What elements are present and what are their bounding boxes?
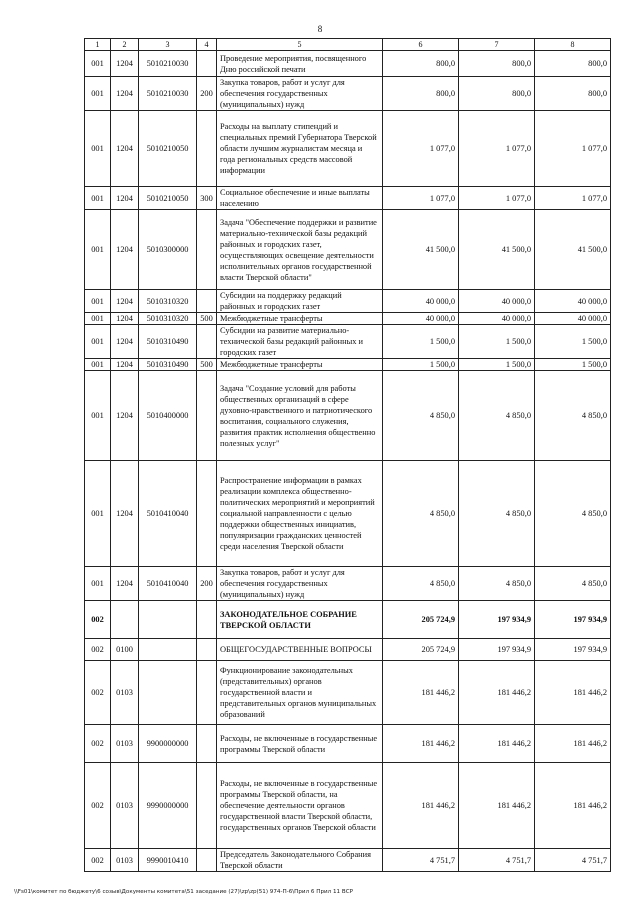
table-row — [85, 51, 611, 77]
cell-amount-year2: 181 446,2 — [459, 661, 535, 725]
col-header-4: 4 — [197, 39, 217, 51]
table-row — [85, 661, 611, 725]
table-row — [85, 111, 611, 187]
cell-description: Задача "Обеспечение поддержки и развитие материально-технической базы редакций районных и городских газет, осуществляющих освещение деятельности исполнительных органов государственной власти Тверской области" — [217, 210, 383, 290]
cell-expense-type — [197, 639, 217, 661]
table-row — [85, 210, 611, 290]
cell-section-code: 1204 — [111, 359, 139, 371]
cell-amount-year2: 181 446,2 — [459, 725, 535, 763]
col-header-1: 1 — [85, 39, 111, 51]
cell-admin-code: 001 — [85, 567, 111, 601]
cell-amount-year3: 40 000,0 — [535, 313, 611, 325]
cell-admin-code: 001 — [85, 325, 111, 359]
cell-amount-year2: 4 751,7 — [459, 849, 535, 872]
cell-amount-year2: 4 850,0 — [459, 461, 535, 567]
table-row — [85, 313, 611, 325]
cell-target-code: 5010300000 — [139, 210, 197, 290]
cell-admin-code: 001 — [85, 290, 111, 313]
col-header-2: 2 — [111, 39, 139, 51]
cell-expense-type — [197, 849, 217, 872]
cell-section-code: 1204 — [111, 77, 139, 111]
cell-amount-year1: 4 850,0 — [383, 567, 459, 601]
cell-amount-year1: 4 850,0 — [383, 371, 459, 461]
cell-target-code: 9990010410 — [139, 849, 197, 872]
cell-section-code: 1204 — [111, 290, 139, 313]
cell-description: Закупка товаров, работ и услуг для обеспечения государственных (муниципальных) нужд — [217, 567, 383, 601]
cell-amount-year1: 181 446,2 — [383, 763, 459, 849]
cell-amount-year2: 4 850,0 — [459, 567, 535, 601]
cell-amount-year1: 205 724,9 — [383, 639, 459, 661]
cell-amount-year3: 1 500,0 — [535, 359, 611, 371]
cell-admin-code: 001 — [85, 359, 111, 371]
cell-amount-year1: 1 077,0 — [383, 187, 459, 210]
cell-section-code: 1204 — [111, 461, 139, 567]
cell-expense-type — [197, 601, 217, 639]
cell-section-code: 0103 — [111, 763, 139, 849]
cell-admin-code: 001 — [85, 111, 111, 187]
cell-amount-year3: 1 077,0 — [535, 111, 611, 187]
cell-amount-year1: 1 500,0 — [383, 359, 459, 371]
cell-amount-year2: 40 000,0 — [459, 290, 535, 313]
cell-amount-year2: 181 446,2 — [459, 763, 535, 849]
header-row — [85, 39, 611, 51]
cell-amount-year1: 1 077,0 — [383, 111, 459, 187]
cell-amount-year2: 197 934,9 — [459, 639, 535, 661]
cell-amount-year2: 41 500,0 — [459, 210, 535, 290]
cell-expense-type: 300 — [197, 187, 217, 210]
cell-admin-code: 001 — [85, 461, 111, 567]
cell-expense-type — [197, 661, 217, 725]
cell-target-code: 5010210050 — [139, 111, 197, 187]
cell-amount-year2: 40 000,0 — [459, 313, 535, 325]
cell-target-code: 9900000000 — [139, 725, 197, 763]
col-header-8: 8 — [535, 39, 611, 51]
cell-amount-year1: 1 500,0 — [383, 325, 459, 359]
col-header-6: 6 — [383, 39, 459, 51]
cell-amount-year1: 181 446,2 — [383, 725, 459, 763]
cell-target-code — [139, 601, 197, 639]
cell-amount-year2: 1 500,0 — [459, 325, 535, 359]
page-number: 8 — [317, 24, 323, 34]
cell-section-code: 1204 — [111, 187, 139, 210]
cell-amount-year2: 800,0 — [459, 51, 535, 77]
table-row — [85, 461, 611, 567]
cell-admin-code: 002 — [85, 661, 111, 725]
cell-description: ОБЩЕГОСУДАРСТВЕННЫЕ ВОПРОСЫ — [217, 639, 383, 661]
table-row — [85, 359, 611, 371]
cell-admin-code: 001 — [85, 313, 111, 325]
budget-table — [84, 38, 611, 872]
cell-section-code: 1204 — [111, 371, 139, 461]
cell-amount-year2: 1 500,0 — [459, 359, 535, 371]
cell-target-code: 5010410040 — [139, 461, 197, 567]
col-header-3: 3 — [139, 39, 197, 51]
cell-amount-year2: 1 077,0 — [459, 187, 535, 210]
cell-section-code: 1204 — [111, 51, 139, 77]
cell-amount-year3: 41 500,0 — [535, 210, 611, 290]
cell-description: Распространение информации в рамках реализации комплекса общественно-политических мероприятий и мероприятий социальной направленности с целью поддержки общественных инициатив, популяризации гражданских ценностей среди населения Тверской области — [217, 461, 383, 567]
cell-description: Расходы, не включенные в государственные программы Тверской области — [217, 725, 383, 763]
cell-section-code: 0103 — [111, 661, 139, 725]
table-row — [85, 77, 611, 111]
cell-admin-code: 002 — [85, 725, 111, 763]
cell-expense-type: 200 — [197, 567, 217, 601]
cell-amount-year1: 40 000,0 — [383, 313, 459, 325]
cell-target-code: 5010310490 — [139, 325, 197, 359]
table-row — [85, 290, 611, 313]
cell-description: Межбюджетные трансферты — [217, 359, 383, 371]
table-row — [85, 725, 611, 763]
cell-amount-year1: 800,0 — [383, 77, 459, 111]
cell-amount-year3: 4 850,0 — [535, 567, 611, 601]
cell-admin-code: 002 — [85, 639, 111, 661]
cell-section-code: 0103 — [111, 725, 139, 763]
cell-amount-year2: 1 077,0 — [459, 111, 535, 187]
table-row — [85, 763, 611, 849]
cell-expense-type — [197, 461, 217, 567]
cell-expense-type: 500 — [197, 313, 217, 325]
cell-section-code: 1204 — [111, 313, 139, 325]
cell-amount-year1: 41 500,0 — [383, 210, 459, 290]
cell-expense-type — [197, 51, 217, 77]
cell-amount-year3: 800,0 — [535, 77, 611, 111]
table-row — [85, 601, 611, 639]
cell-target-code — [139, 661, 197, 725]
cell-target-code: 5010310320 — [139, 313, 197, 325]
cell-expense-type — [197, 763, 217, 849]
cell-amount-year3: 1 500,0 — [535, 325, 611, 359]
cell-admin-code: 002 — [85, 601, 111, 639]
cell-amount-year3: 181 446,2 — [535, 725, 611, 763]
cell-expense-type — [197, 371, 217, 461]
cell-description: Социальное обеспечение и иные выплаты населению — [217, 187, 383, 210]
cell-amount-year3: 181 446,2 — [535, 661, 611, 725]
cell-description: Субсидии на развитие материально-технической базы редакций районных и городских газет — [217, 325, 383, 359]
cell-amount-year2: 4 850,0 — [459, 371, 535, 461]
cell-amount-year3: 800,0 — [535, 51, 611, 77]
cell-target-code: 5010410040 — [139, 567, 197, 601]
cell-amount-year3: 181 446,2 — [535, 763, 611, 849]
cell-amount-year3: 4 751,7 — [535, 849, 611, 872]
cell-expense-type — [197, 290, 217, 313]
cell-admin-code: 001 — [85, 187, 111, 210]
cell-amount-year3: 4 850,0 — [535, 461, 611, 567]
cell-admin-code: 001 — [85, 371, 111, 461]
cell-section-code: 1204 — [111, 210, 139, 290]
cell-amount-year1: 40 000,0 — [383, 290, 459, 313]
cell-expense-type — [197, 725, 217, 763]
cell-admin-code: 002 — [85, 763, 111, 849]
cell-description: Межбюджетные трансферты — [217, 313, 383, 325]
cell-section-code: 1204 — [111, 111, 139, 187]
cell-target-code — [139, 639, 197, 661]
cell-amount-year3: 197 934,9 — [535, 601, 611, 639]
cell-target-code: 5010210030 — [139, 77, 197, 111]
cell-target-code: 5010210030 — [139, 51, 197, 77]
cell-section-code: 1204 — [111, 567, 139, 601]
cell-admin-code: 001 — [85, 210, 111, 290]
cell-section-code: 0100 — [111, 639, 139, 661]
cell-amount-year2: 800,0 — [459, 77, 535, 111]
col-header-5: 5 — [217, 39, 383, 51]
table-row — [85, 849, 611, 872]
cell-expense-type: 200 — [197, 77, 217, 111]
cell-amount-year3: 40 000,0 — [535, 290, 611, 313]
table-row — [85, 639, 611, 661]
cell-expense-type — [197, 325, 217, 359]
cell-amount-year1: 205 724,9 — [383, 601, 459, 639]
cell-description: ЗАКОНОДАТЕЛЬНОЕ СОБРАНИЕ ТВЕРСКОЙ ОБЛАСТИ — [217, 601, 383, 639]
cell-description: Проведение мероприятия, посвященного Дню российской печати — [217, 51, 383, 77]
cell-target-code: 5010400000 — [139, 371, 197, 461]
col-header-7: 7 — [459, 39, 535, 51]
cell-amount-year1: 4 850,0 — [383, 461, 459, 567]
table-row — [85, 187, 611, 210]
cell-section-code — [111, 601, 139, 639]
cell-amount-year3: 1 077,0 — [535, 187, 611, 210]
table-row — [85, 325, 611, 359]
cell-description: Председатель Законодательного Собрания Тверской области — [217, 849, 383, 872]
table-row — [85, 371, 611, 461]
cell-amount-year1: 4 751,7 — [383, 849, 459, 872]
cell-admin-code: 001 — [85, 77, 111, 111]
cell-amount-year3: 4 850,0 — [535, 371, 611, 461]
cell-description: Функционирование законодательных (представительных) органов государственной власти и представительных органов муниципальных образований — [217, 661, 383, 725]
cell-section-code: 0103 — [111, 849, 139, 872]
cell-admin-code: 001 — [85, 51, 111, 77]
cell-target-code: 5010210050 — [139, 187, 197, 210]
cell-description: Закупка товаров, работ и услуг для обеспечения государственных (муниципальных) нужд — [217, 77, 383, 111]
table-row — [85, 567, 611, 601]
cell-expense-type: 500 — [197, 359, 217, 371]
cell-expense-type — [197, 210, 217, 290]
file-path-footer: \\Fs01\комитет по бюджету\6 созыв\Документы комитета\51 заседание (27)\zp\zp(51) 974-П-6\Прил 6 Прил 11 ВСР — [14, 889, 354, 895]
cell-target-code: 9990000000 — [139, 763, 197, 849]
cell-section-code: 1204 — [111, 325, 139, 359]
cell-description: Расходы на выплату стипендий и специальных премий Губернатора Тверской области лучшим журналистам месяца и года региональных средств массовой информации — [217, 111, 383, 187]
cell-target-code: 5010310490 — [139, 359, 197, 371]
cell-amount-year1: 800,0 — [383, 51, 459, 77]
cell-admin-code: 002 — [85, 849, 111, 872]
cell-description: Расходы, не включенные в государственные программы Тверской области, на обеспечение деятельности органов государственной власти Тверской области, государственных органов Тверской области — [217, 763, 383, 849]
cell-amount-year1: 181 446,2 — [383, 661, 459, 725]
cell-description: Субсидии на поддержку редакций районных и городских газет — [217, 290, 383, 313]
cell-description: Задача "Создание условий для работы общественных организаций в сфере духовно-нравственного и патриотического воспитания, социального служения, развития практик исполнения общественно полезных услуг" — [217, 371, 383, 461]
cell-expense-type — [197, 111, 217, 187]
cell-amount-year2: 197 934,9 — [459, 601, 535, 639]
cell-target-code: 5010310320 — [139, 290, 197, 313]
cell-amount-year3: 197 934,9 — [535, 639, 611, 661]
